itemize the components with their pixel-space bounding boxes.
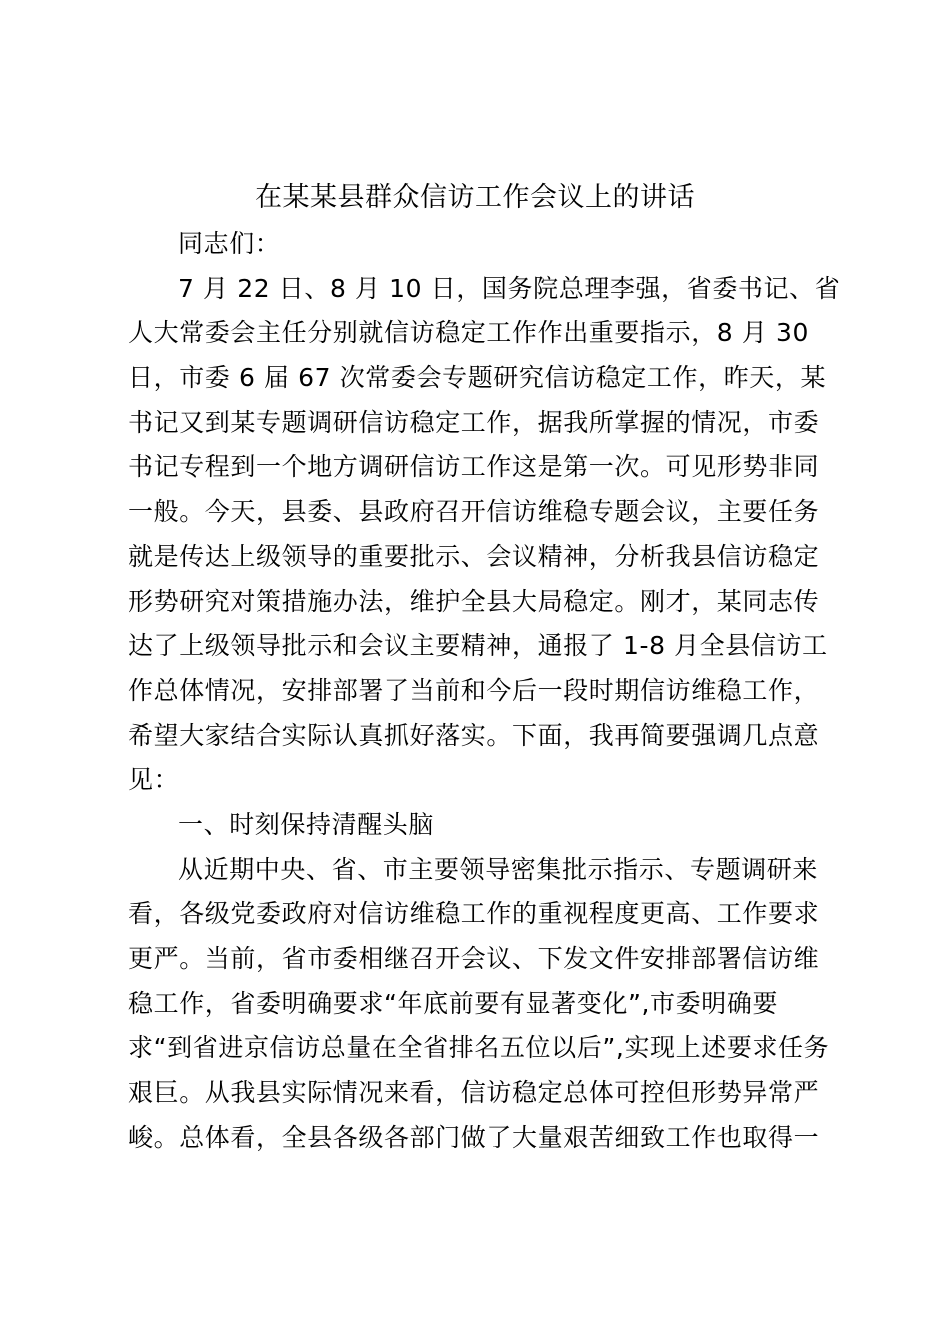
- paragraph-line: 作总体情况，安排部署了当前和今后一段时期信访维稳工作，: [128, 675, 820, 705]
- paragraph-line: 日，市委 6 届 67 次常委会专题研究信访稳定工作，昨天，某: [128, 363, 827, 393]
- paragraph-line: 见：: [128, 765, 180, 795]
- paragraph-line: 书记又到某专题调研信访稳定工作，据我所掌握的情况，市委: [128, 407, 820, 437]
- paragraph-line: 形势研究对策措施办法，维护全县大局稳定。刚才，某同志传: [128, 586, 820, 616]
- paragraph-line: 一般。今天，县委、县政府召开信访维稳专题会议，主要任务: [128, 497, 820, 527]
- paragraph-line: 希望大家结合实际认真抓好落实。下面，我再简要强调几点意: [128, 720, 820, 750]
- paragraph-line: 人大常委会主任分别就信访稳定工作作出重要指示，8 月 30: [128, 318, 810, 348]
- paragraph-line: 艰巨。从我县实际情况来看，信访稳定总体可控但形势异常严: [128, 1078, 820, 1108]
- salutation-line: 同志们：: [178, 229, 281, 258]
- paragraph-line: 更严。当前，省市委相继召开会议、下发文件安排部署信访维: [128, 944, 820, 973]
- paragraph-line: 达了上级领导批示和会议主要精神，通报了 1-8 月全县信访工: [128, 631, 828, 661]
- document-body: [128, 222, 841, 1160]
- section-heading: 一、时刻保持清醒头脑: [178, 809, 435, 839]
- paragraph-line: 7 月 22 日、8 月 10 日，国务院总理李强，省委书记、省: [178, 273, 841, 303]
- paragraph-line: 从近期中央、省、市主要领导密集批示指示、专题调研来: [178, 854, 819, 884]
- paragraph-line: 求“到省进京信访总量在全省排名五位以后”,实现上述要求任务: [128, 1033, 830, 1063]
- paragraph-line: 峻。总体看，全县各级各部门做了大量艰苦细致工作也取得一: [128, 1122, 820, 1152]
- paragraph-line: 看，各级党委政府对信访维稳工作的重视程度更高、工作要求: [128, 899, 820, 929]
- paragraph-line: 就是传达上级领导的重要批示、会议精神，分析我县信访稳定: [128, 541, 820, 571]
- paragraph-line: 书记专程到一个地方调研信访工作这是第一次。可见形势非同: [128, 452, 820, 482]
- paragraph-line: 稳工作，省委明确要求“年底前要有显著变化”,市委明确要: [128, 988, 779, 1018]
- document-title: 在某某县群众信访工作会议上的讲话: [255, 182, 695, 213]
